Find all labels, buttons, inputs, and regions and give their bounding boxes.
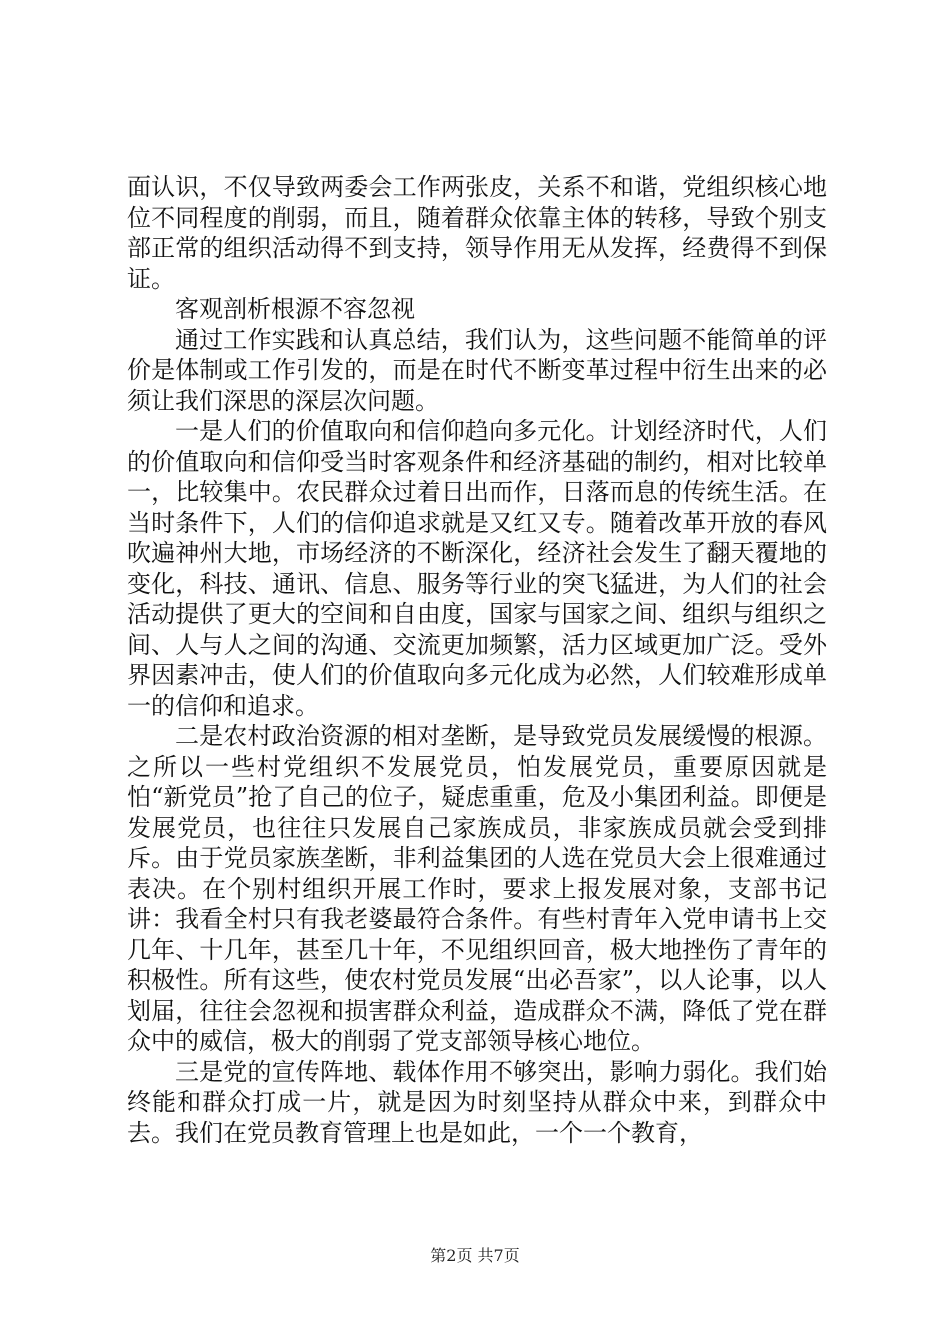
page-footer: 第2页 共7页 [430,1246,520,1265]
document-body [127,172,827,1148]
paragraph-3: 通过工作实践和认真总结，我们认为，这些问题不能简单的评价是体制或工作引发的，而是在时代不断变革过程中衍生出来的必须让我们深思的深层次问题。 [127,325,827,415]
paragraph-1: 面认识，不仅导致两委会工作两张皮，关系不和谐，党组织核心地位不同程度的削弱，而且，随着群众依靠主体的转移，导致个别支部正常的组织活动得不到支持，领导作用无从发挥，经费得不到保证。 [127,173,827,293]
paragraph-6: 三是党的宣传阵地、载体作用不够突出，影响力弱化。我们始终能和群众打成一片，就是因为时刻坚持从群众中来，到群众中去。我们在党员教育管理上也是如此，一个一个教育， [127,1057,827,1147]
paragraph-4: 一是人们的价值取向和信仰趋向多元化。计划经济时代，人们的价值取向和信仰受当时客观条件和经济基础的制约，相对比较单一，比较集中。农民群众过着日出而作，日落而息的传统生活。在当时条件下，人们的信仰追求就是又红又专。随着改革开放的春风吹遍神州大地，市场经济的不断深化，经济社会发生了翻天覆地的变化，科技、通讯、信息、服务等行业的突飞猛进，为人们的社会活动提供了更大的空间和自由度，国家与国家之间、组织与组织之间、人与人之间的沟通、交流更加频繁，活力区域更加广泛。受外界因素冲击，使人们的价值取向多元化成为必然，人们较难形成单一的信仰和追求。 [127,417,827,720]
paragraph-5: 二是农村政治资源的相对垄断，是导致党员发展缓慢的根源。之所以一些村党组织不发展党员，怕发展党员，重要原因就是怕“新党员”抢了自己的位子，疑虑重重，危及小集团利益。即便是发展党员，也往往只发展自己家族成员，非家族成员就会受到排斥。由于党员家族垄断，非利益集团的人选在党员大会上很难通过表决。在个别村组织开展工作时，要求上报发展对象，支部书记讲：我看全村只有我老婆最符合条件。有些村青年入党申请书上交几年、十几年，甚至几十年，不见组织回音，极大地挫伤了青年的积极性。所有这些，使农村党员发展“出必吾家”，以人论事，以人划届，往往会忽视和损害群众利益，造成群众不满，降低了党在群众中的威信，极大的削弱了党支部领导核心地位。 [127,722,827,1055]
section-heading: 客观剖析根源不容忽视 [175,295,415,323]
